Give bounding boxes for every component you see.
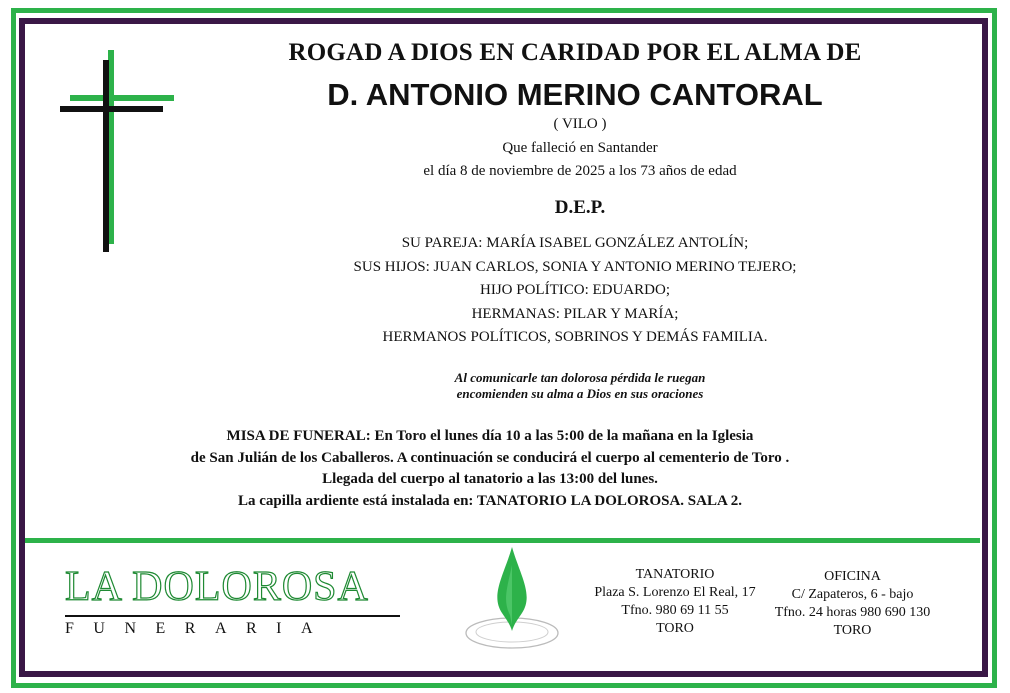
tanatorio-contact xyxy=(580,566,770,638)
tanatorio-address: Plaza S. Lorenzo El Real, 17 xyxy=(594,585,756,600)
death-date: el día 8 de noviembre de 2025 a los 73 años de edad xyxy=(423,163,737,179)
mass-line: MISA DE FUNERAL: En Toro el lunes día 10 a las 5:00 de la mañana en la Iglesia xyxy=(226,428,754,444)
oficina-address: C/ Zapateros, 6 - bajo xyxy=(791,587,914,602)
deceased-name: D. ANTONIO MERINO CANTORAL xyxy=(327,77,823,112)
oficina-phone: Tfno. 24 horas 980 690 130 xyxy=(774,605,931,620)
oficina-title: OFICINA xyxy=(824,569,881,584)
family-list xyxy=(250,232,900,350)
family-line: HERMANOS POLÍTICOS, SOBRINOS Y DEMÁS FAMILIA. xyxy=(382,329,768,345)
header-title: ROGAD A DIOS EN CARIDAD POR EL ALMA DE xyxy=(288,39,862,66)
tanatorio-title: TANATORIO xyxy=(635,567,715,582)
mass-line: La capilla ardiente está instalada en: TANATORIO LA DOLOROSA. SALA 2. xyxy=(238,492,742,509)
oficina-contact xyxy=(765,568,940,640)
dep-text: D.E.P. xyxy=(554,197,606,218)
mass-line: de San Julián de los Caballeros. A continuación se conducirá el cuerpo al cementerio de Toro . xyxy=(190,449,790,466)
candle-flame-icon xyxy=(460,545,565,660)
green-divider xyxy=(25,538,980,543)
family-line: HIJO POLÍTICO: EDUARDO; xyxy=(480,282,670,298)
funeraria-logo xyxy=(65,565,405,638)
brand-name: LA DOLOROSA xyxy=(65,564,369,610)
tanatorio-phone: Tfno. 980 69 11 55 xyxy=(621,603,729,618)
prayer-line: encomienden su alma a Dios en sus oraciones xyxy=(456,386,704,401)
family-line: SUS HIJOS: JUAN CARLOS, SONIA Y ANTONIO MERINO TEJERO; xyxy=(353,258,797,275)
cross-icon xyxy=(58,48,178,254)
family-line: SU PAREJA: MARÍA ISABEL GONZÁLEZ ANTOLÍN; xyxy=(401,235,749,251)
prayer-text xyxy=(330,370,830,402)
funeral-mass-info xyxy=(90,426,890,512)
brand-rule xyxy=(65,615,400,617)
death-place: Que falleció en Santander xyxy=(502,140,658,156)
mass-line: Llegada del cuerpo al tanatorio a las 13:00 del lunes. xyxy=(322,471,658,487)
prayer-line: Al comunicarle tan dolorosa pérdida le ruegan xyxy=(454,370,706,385)
family-line: HERMANAS: PILAR Y MARÍA; xyxy=(471,305,679,322)
brand-subtitle: FUNERARIA xyxy=(65,620,333,637)
deceased-nickname: ( VILO ) xyxy=(553,116,607,132)
tanatorio-city: TORO xyxy=(656,621,694,636)
oficina-city: TORO xyxy=(833,623,872,638)
